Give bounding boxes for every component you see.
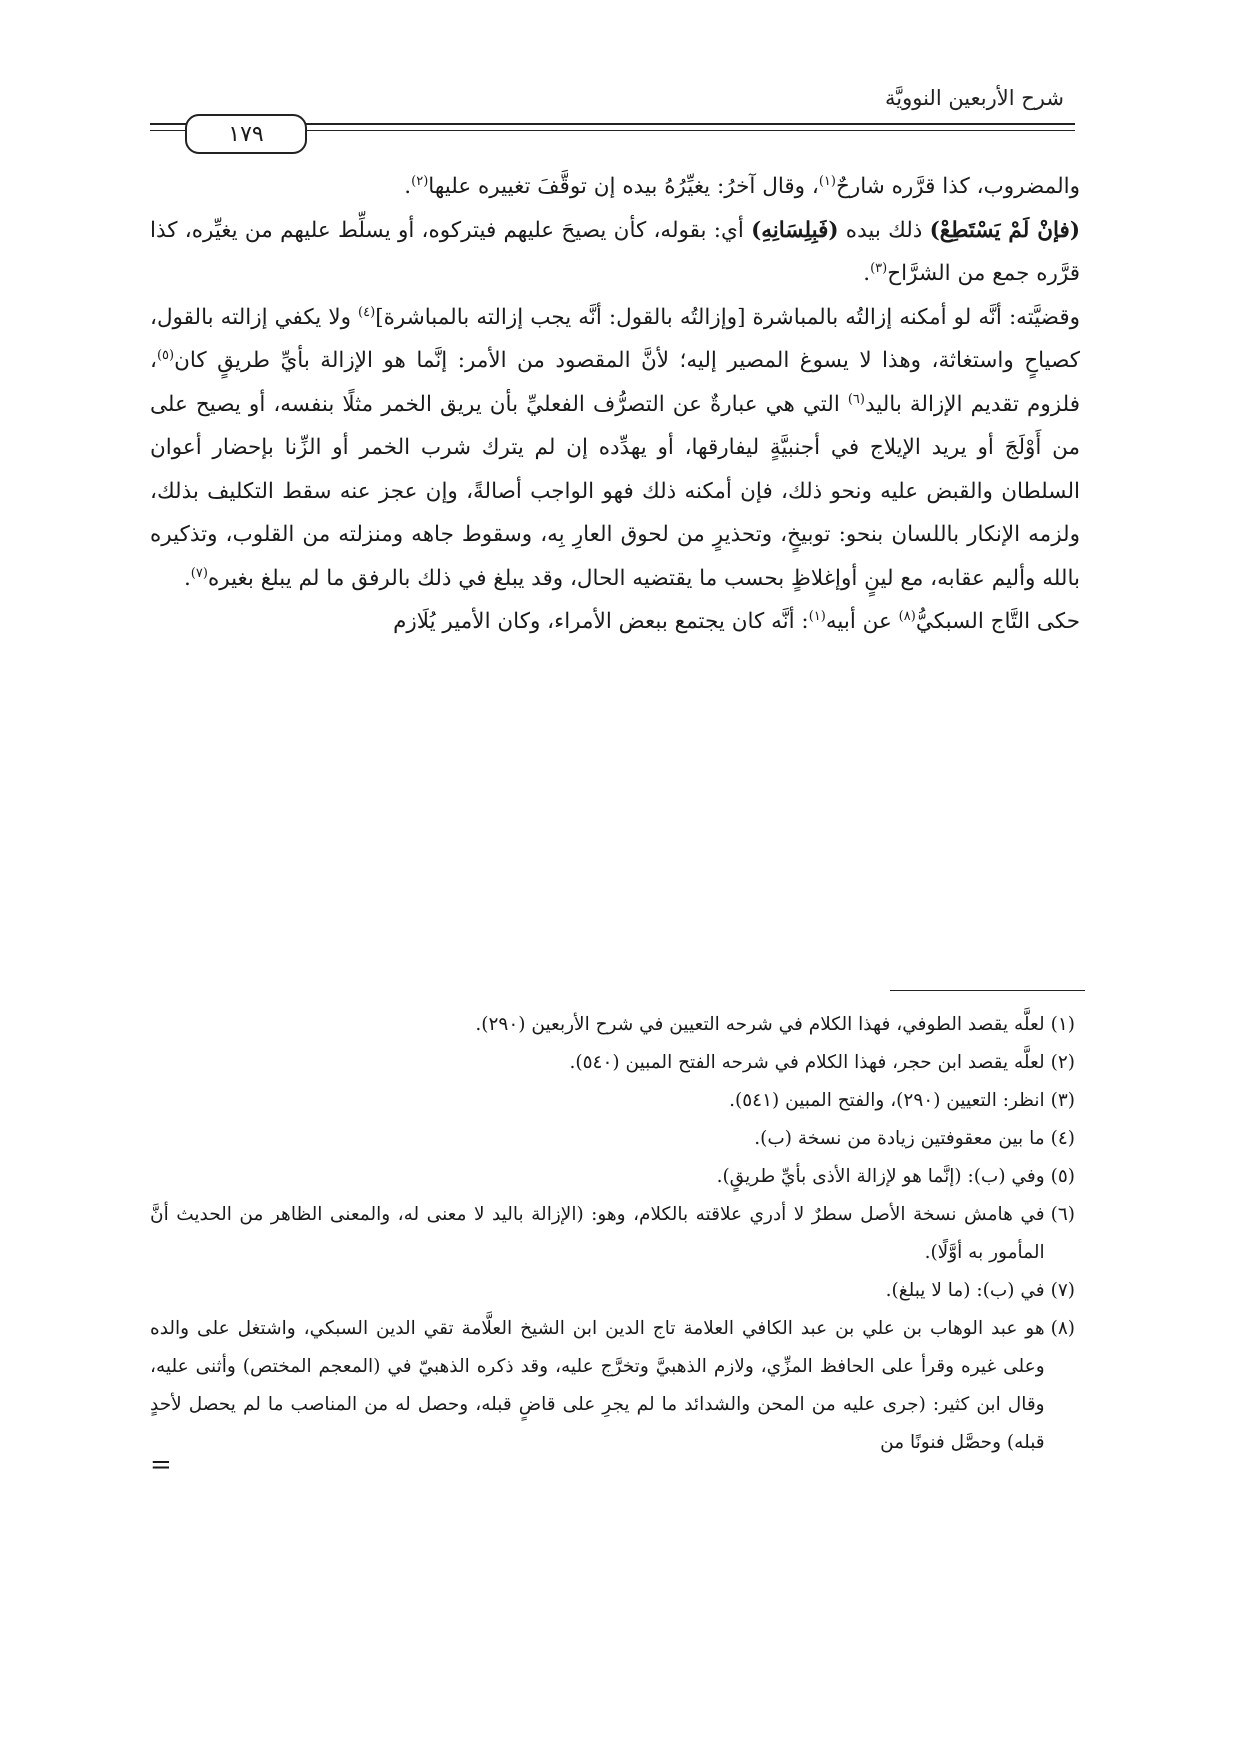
text-run: ذلك بيده [838, 217, 930, 243]
text-run: التي هي عبارةٌ عن التصرُّف الفعليِّ بأن يريق الخمر مثلًا بنفسه، أو يصيح على من أَوْلَجَ أو يريد الإيلاج في أجنبيَّةٍ ليفارقها، أو يهدِّده إن لم يترك شرب الخمر أو الزِّنا بإحضار أعوان السلطان والقبض عليه ونحو ذلك، فإن أمكنه ذلك فهو الواجب أصالةً، وإن عجز عنه سقط التكليف بذلك، ولزمه الإنكار باللسان بنحو: توبيخٍ، وتحذيرٍ من لحوق العارِ بِه، وسقوط جاهه ومنزلته من القلوب، وتذكيره بالله وأليم عقابه، مع لينٍ أوإغلاظٍ بحسب ما يقتضيه الحال، وقد يبلغ في ذلك بالرفق ما لم يبلغ بغيره [150, 391, 1080, 591]
footnote-number: (١) [1050, 1014, 1075, 1035]
footnote-number: (٦) [1050, 1204, 1075, 1225]
footnote [150, 1310, 1075, 1462]
text-run: . [404, 174, 412, 199]
text-run: والمضروب، كذا قرَّره شارحٌ [835, 174, 1080, 199]
text-run: حكى التَّاج السبكيُّ [915, 609, 1080, 634]
footnote [150, 1006, 1075, 1044]
footnote-reference: (٦) [847, 391, 865, 407]
footnote-text: وفي (ب): (إنَّما هو لإزالة الأذى بأيِّ طريقٍ). [716, 1166, 1045, 1187]
footnote-reference: (٤) [358, 304, 376, 320]
footnote-number: (٨) [1050, 1318, 1075, 1339]
footnote-text: لعلَّه يقصد الطوفي، فهذا الكلام في شرحه التعيين في شرح الأربعين (٢٩٠). [475, 1014, 1045, 1035]
text-run: . [863, 261, 871, 286]
body-paragraph [150, 209, 1080, 296]
footnote-number: (٣) [1050, 1090, 1075, 1111]
text-run: ، وقال آخرُ: يغيِّرُهُ بيده إن توقَّفَ تغييره عليها [428, 174, 819, 199]
continuation-mark: = [150, 1450, 172, 1480]
footnote-reference: (٥) [156, 347, 175, 363]
footnote-number: (٤) [1050, 1128, 1075, 1149]
text-run: عن أبيه [825, 609, 899, 634]
footnote [150, 1158, 1075, 1196]
footnote-rule [890, 990, 1085, 991]
footnote-text: في (ب): (ما لا يبلغ). [885, 1280, 1045, 1301]
footnote-reference: (٢) [411, 173, 429, 189]
text-run: ، فلزوم تقديم الإزالة باليد [150, 348, 1080, 417]
body-paragraph [150, 296, 1080, 601]
footnote [150, 1196, 1075, 1272]
footnote-text: في هامش نسخة الأصل سطرٌ لا أدري علاقته بالكلام، وهو: (الإزالة باليد لا معنى له، والمعنى الظاهر من الحديث أنَّ المأمور به أوَّلًا). [150, 1204, 1045, 1263]
footnote-reference: (٣) [870, 260, 888, 276]
running-title: شرح الأربعين النوويَّة [884, 86, 1064, 110]
text-run: ولا يكفي إزالته بالقول، كصياحٍ واستغاثة، وهذا لا يسوغ المصير إليه؛ لأنَّ المقصود من الأمر: إنَّما هو الإزالة بأيِّ طريقٍ كان [150, 304, 1080, 373]
footnote-text: هو عبد الوهاب بن علي بن عبد الكافي العلامة تاج الدين ابن الشيخ العلَّامة تقي الدين السبكي، واشتغل على والده وعلى غيره وقرأ على الحافظ المزِّي، ولازم الذهبيَّ وتخرَّج عليه، وقد ذكره الذهبيّ في (المعجم المختص) وأثنى عليه، وقال ابن كثير: (جرى عليه من المحن والشدائد ما لم يجرِ على قاضٍ قبله، وحصل له من المناصب ما لم يحصل لأحدٍ قبله) وحصَّل فنونًا من [150, 1318, 1045, 1453]
text-run: : أنَّه كان يجتمع ببعض الأمراء، وكان الأمير يُلَازم [393, 609, 809, 634]
main-text [150, 165, 1080, 644]
footnote-text: لعلَّه يقصد ابن حجر، فهذا الكلام في شرحه الفتح المبين (٥٤٠). [569, 1052, 1045, 1073]
footnote-text: انظر: التعيين (٢٩٠)، والفتح المبين (٥٤١). [729, 1090, 1045, 1111]
footnote-reference: (١) [818, 173, 836, 189]
footnote-number: (٢) [1050, 1052, 1075, 1073]
footnote-number: (٥) [1050, 1166, 1075, 1187]
text-run: . [183, 565, 191, 591]
body-paragraph [150, 600, 1080, 644]
footnote-reference: (٧) [190, 565, 208, 581]
text-run: أي: بقوله، كأن يصيحَ عليهم فيتركوه، أو يسلِّط عليهم من يغيِّره، كذا قرَّره جمع من الشرَّاح [150, 217, 1080, 286]
text-run: وقضيَّته: أنَّه لو أمكنه إزالتُه بالمباشرة [وإزالتُه بالقول: أنَّه يجب إزالته بالمباشرة] [375, 304, 1080, 330]
footnote [150, 1120, 1075, 1158]
body-paragraph [150, 165, 1080, 209]
footnote-number: (٧) [1050, 1280, 1075, 1301]
footnote-reference: (١) [808, 608, 826, 624]
page-number: ١٧٩ [185, 114, 307, 154]
footnote [150, 1044, 1075, 1082]
footnote-reference: (٨) [898, 608, 916, 624]
hadith-quote: (فإنْ لَمْ يَسْتَطِعْ) [929, 217, 1080, 243]
footnote [150, 1272, 1075, 1310]
footnotes [150, 1006, 1075, 1462]
footnote [150, 1082, 1075, 1120]
hadith-quote: (فَبِلِسَانِهِ) [751, 217, 839, 243]
footnote-text: ما بين معقوفتين زيادة من نسخة (ب). [754, 1128, 1045, 1149]
